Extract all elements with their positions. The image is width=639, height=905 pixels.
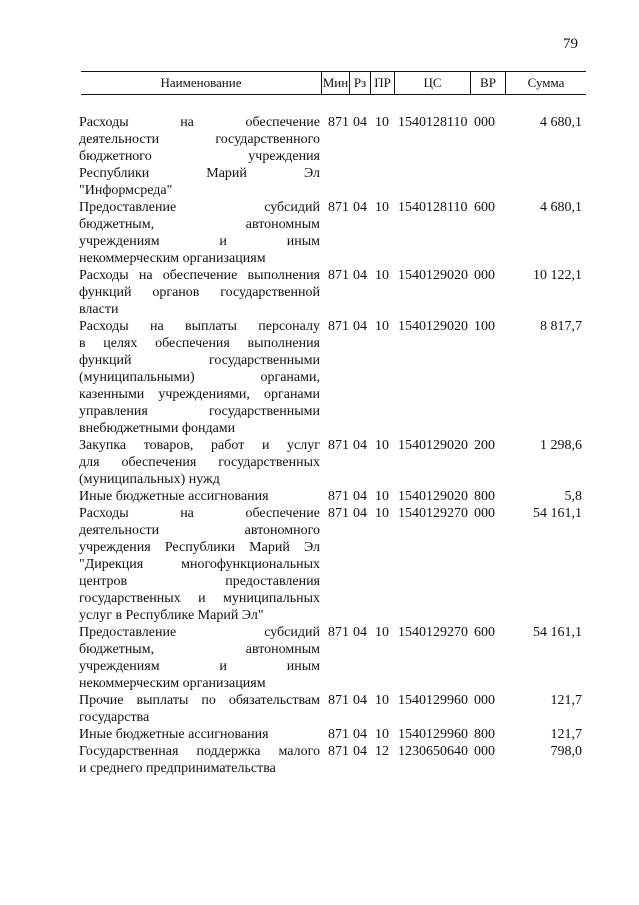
row-cs: 1540129960 — [398, 693, 468, 708]
row-name-line: центров предоставления — [79, 574, 320, 589]
row-name-line: (муниципальных) нужд — [79, 472, 220, 487]
row-name-line: бюджетным, автономным — [79, 217, 320, 232]
row-cs: 1540129020 — [398, 489, 468, 504]
row-name — [79, 267, 320, 318]
row-rz: 04 — [353, 625, 367, 640]
row-vr: 000 — [474, 268, 495, 283]
row-vr: 000 — [474, 744, 495, 759]
row-pr: 10 — [375, 268, 389, 283]
row-name-line: бюджетного учреждения — [79, 149, 320, 164]
row-min: 871 — [328, 693, 349, 708]
row-pr: 10 — [375, 625, 389, 640]
row-vr: 000 — [474, 115, 495, 130]
row-name-line: функций государственными — [79, 353, 320, 368]
row-rz: 04 — [353, 489, 367, 504]
row-cs: 1540129020 — [398, 319, 468, 334]
row-name-line: для обеспечения государственных — [79, 455, 320, 470]
row-name — [79, 505, 320, 624]
row-name-line: "Информсреда" — [79, 183, 173, 198]
row-sum: 4 680,1 — [540, 200, 582, 215]
row-name-line: казенными учреждениями, органами — [79, 387, 320, 402]
table-header — [81, 71, 586, 97]
row-pr: 10 — [375, 200, 389, 215]
row-sum: 121,7 — [550, 693, 582, 708]
row-name — [79, 692, 320, 726]
row-name-line: и среднего предпринимательства — [79, 761, 276, 776]
row-name-line: учреждения Республики Марий Эл — [79, 540, 320, 555]
row-min: 871 — [328, 727, 349, 742]
row-name-line: деятельности государственного — [79, 132, 320, 147]
header-cs: ЦС — [423, 75, 442, 90]
row-cs: 1540129270 — [398, 506, 468, 521]
row-cs: 1540129960 — [398, 727, 468, 742]
row-name-line: Расходы на обеспечение выполнения — [79, 268, 320, 283]
header-min: Мин — [322, 75, 349, 90]
header-name: Наименование — [160, 75, 242, 90]
row-vr: 200 — [474, 438, 495, 453]
row-name — [79, 437, 320, 488]
row-name-line: учреждениям и иным — [79, 659, 320, 674]
row-cs: 1540129020 — [398, 438, 468, 453]
row-name — [79, 726, 320, 743]
row-rz: 04 — [353, 506, 367, 521]
row-name-line: Республики Марий Эл — [79, 166, 320, 181]
row-cs: 1540128110 — [398, 115, 468, 130]
row-name — [79, 199, 320, 267]
row-name-line: (муниципальными) органами, — [79, 370, 320, 385]
row-name — [79, 318, 320, 437]
row-name — [79, 114, 320, 199]
row-vr: 000 — [474, 506, 495, 521]
row-rz: 04 — [353, 200, 367, 215]
row-rz: 04 — [353, 319, 367, 334]
row-min: 871 — [328, 319, 349, 334]
row-sum: 5,8 — [564, 489, 582, 504]
row-name-line: Предоставление субсидий — [79, 625, 320, 640]
row-sum: 798,0 — [550, 744, 582, 759]
row-sum: 4 680,1 — [540, 115, 582, 130]
row-cs: 1540129020 — [398, 268, 468, 283]
row-name-line: некоммерческим организациям — [79, 676, 266, 691]
row-name-line: государства — [79, 710, 150, 725]
row-name-line: государственных и муниципальных — [79, 591, 320, 606]
row-name-line: Расходы на обеспечение — [79, 115, 320, 130]
row-min: 871 — [328, 115, 349, 130]
row-pr: 10 — [375, 506, 389, 521]
row-sum: 8 817,7 — [540, 319, 582, 334]
row-sum: 121,7 — [550, 727, 582, 742]
row-pr: 10 — [375, 727, 389, 742]
row-min: 871 — [328, 268, 349, 283]
row-min: 871 — [328, 625, 349, 640]
row-name-line: функций органов государственной — [79, 285, 320, 300]
row-min: 871 — [328, 200, 349, 215]
row-pr: 10 — [375, 693, 389, 708]
row-name-line: Расходы на выплаты персоналу — [79, 319, 320, 334]
row-sum: 1 298,6 — [540, 438, 582, 453]
row-name-line: бюджетным, автономным — [79, 642, 320, 657]
row-rz: 04 — [353, 744, 367, 759]
row-cs: 1540129270 — [398, 625, 468, 640]
row-name — [79, 624, 320, 692]
row-name-line: Расходы на обеспечение — [79, 506, 320, 521]
header-pr: ПР — [374, 75, 391, 90]
row-rz: 04 — [353, 438, 367, 453]
header-bottom-rule — [81, 94, 586, 95]
row-name-line: Иные бюджетные ассигнования — [79, 489, 269, 504]
row-name-line: власти — [79, 302, 119, 317]
row-pr: 10 — [375, 319, 389, 334]
row-name-line: услуг в Республике Марий Эл" — [79, 608, 264, 623]
row-pr: 12 — [375, 744, 389, 759]
page-number: 79 — [563, 36, 578, 52]
row-pr: 10 — [375, 115, 389, 130]
row-rz: 04 — [353, 268, 367, 283]
row-name-line: учреждениям и иным — [79, 234, 320, 249]
row-name-line: управления государственными — [79, 404, 320, 419]
header-rz: Рз — [353, 75, 367, 90]
row-name-line: внебюджетными фондами — [79, 421, 236, 436]
row-name-line: "Дирекция многофункциональных — [79, 557, 320, 572]
row-cs: 1230650640 — [398, 744, 468, 759]
row-pr: 10 — [375, 489, 389, 504]
row-rz: 04 — [353, 727, 367, 742]
row-cs: 1540128110 — [398, 200, 468, 215]
row-rz: 04 — [353, 115, 367, 130]
row-sum: 10 122,1 — [533, 268, 582, 283]
row-name-line: Предоставление субсидий — [79, 200, 320, 215]
row-vr: 800 — [474, 727, 495, 742]
row-min: 871 — [328, 489, 349, 504]
row-vr: 600 — [474, 625, 495, 640]
header-vr: ВР — [480, 75, 496, 90]
row-name-line: деятельности автономного — [79, 523, 320, 538]
row-min: 871 — [328, 744, 349, 759]
row-name-line: Закупка товаров, работ и услуг — [79, 438, 320, 453]
row-rz: 04 — [353, 693, 367, 708]
row-name-line: Прочие выплаты по обязательствам — [79, 693, 320, 708]
row-name-line: в целях обеспечения выполнения — [79, 336, 320, 351]
row-sum: 54 161,1 — [533, 625, 582, 640]
row-min: 871 — [328, 438, 349, 453]
row-min: 871 — [328, 506, 349, 521]
row-name — [79, 743, 320, 777]
row-sum: 54 161,1 — [533, 506, 582, 521]
row-vr: 600 — [474, 200, 495, 215]
row-name-line: Иные бюджетные ассигнования — [79, 727, 269, 742]
row-name — [79, 488, 320, 505]
row-name-line: Государственная поддержка малого — [79, 744, 320, 759]
row-vr: 800 — [474, 489, 495, 504]
row-name-line: некоммерческим организациям — [79, 251, 266, 266]
row-vr: 000 — [474, 693, 495, 708]
header-sum: Сумма — [527, 75, 565, 90]
row-vr: 100 — [474, 319, 495, 334]
row-pr: 10 — [375, 438, 389, 453]
